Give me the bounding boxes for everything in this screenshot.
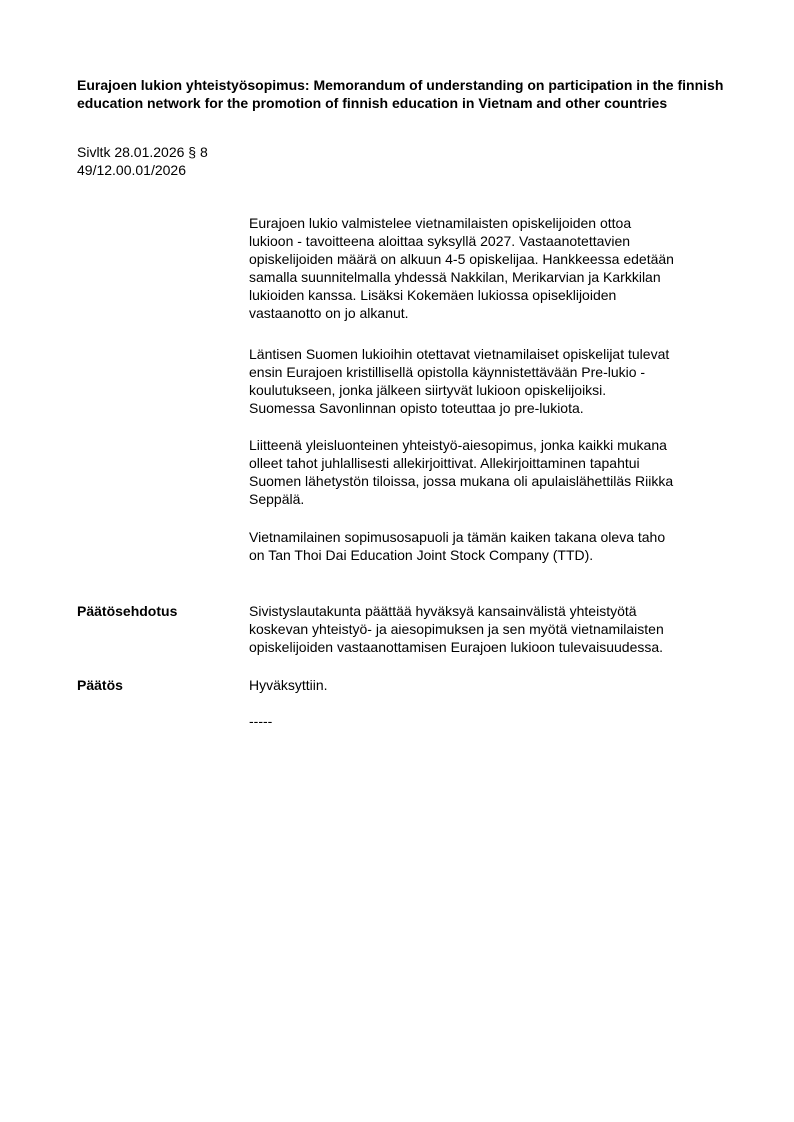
proposal-label: Päätösehdotus <box>77 603 178 619</box>
body-paragraph: Vietnamilainen sopimusosapuoli ja tämän kaiken takana oleva taho on Tan Thoi Dai Education Joint Stock Company (TTD). <box>249 529 666 563</box>
end-marker-block <box>249 712 739 730</box>
body-paragraph-4-block <box>249 528 739 564</box>
end-marker: ----- <box>249 713 273 729</box>
body-paragraph: Liitteenä yleisluonteinen yhteistyö-aiesopimus, jonka kaikki mukana olleet tahot juhlallisesti allekirjoittivat. Allekirjoittaminen tapahtui Suomen lähetystön tiloissa, jossa mukana oli apulaislähettiläs Riikka Seppälä. <box>249 437 674 507</box>
decision-label: Päätös <box>77 677 123 693</box>
meeting-reference: Sivltk 28.01.2026 § 8 <box>77 144 208 160</box>
document-meta <box>77 143 208 179</box>
body-paragraph: Eurajoen lukio valmistelee vietnamilaisten opiskelijoiden ottoa lukioon - tavoitteena aloittaa syksyllä 2027. Vastaanotettavien opiskelijoiden määrä on alkuun 4-5 opiskelijaa. Hankkeessa edetään samalla suunnitelmalla yhdessä Nakkilan, Merikarvian ja Karkkilan lukioiden kanssa. Lisäksi Kokemäen lukiossa opiseklijoiden vastaanotto on jo alkanut. <box>249 215 674 321</box>
body-paragraph-1-block <box>249 214 739 322</box>
body-paragraph-3-block <box>249 436 739 508</box>
body-paragraph-2-block <box>249 345 739 417</box>
document-title: Eurajoen lukion yhteistyösopimus: Memorandum of understanding on participation in the finnish education network for the promotion of finnish education in Vietnam and other countries <box>77 77 724 111</box>
decision-text-block <box>249 676 739 694</box>
record-number: 49/12.00.01/2026 <box>77 162 186 178</box>
proposal-text-block <box>249 602 739 656</box>
proposal-text: Sivistyslautakunta päättää hyväksyä kansainvälistä yhteistyötä koskevan yhteistyö- ja aiesopimuksen ja sen myötä vietnamilaisten opiskelijoiden vastaanottamisen Eurajoen lukioon tulevaisuudessa. <box>249 603 664 655</box>
decision-text: Hyväksyttiin. <box>249 677 328 693</box>
body-paragraph: Läntisen Suomen lukioihin otettavat vietnamilaiset opiskelijat tulevat ensin Eurajoen kristillisellä opistolla käynnistettävään Pre-lukio - koulutukseen, jonka jälkeen siirtyvät lukioon opiskelijoiksi. Suomessa Savonlinnan opisto toteuttaa jo pre-lukiota. <box>249 346 670 416</box>
